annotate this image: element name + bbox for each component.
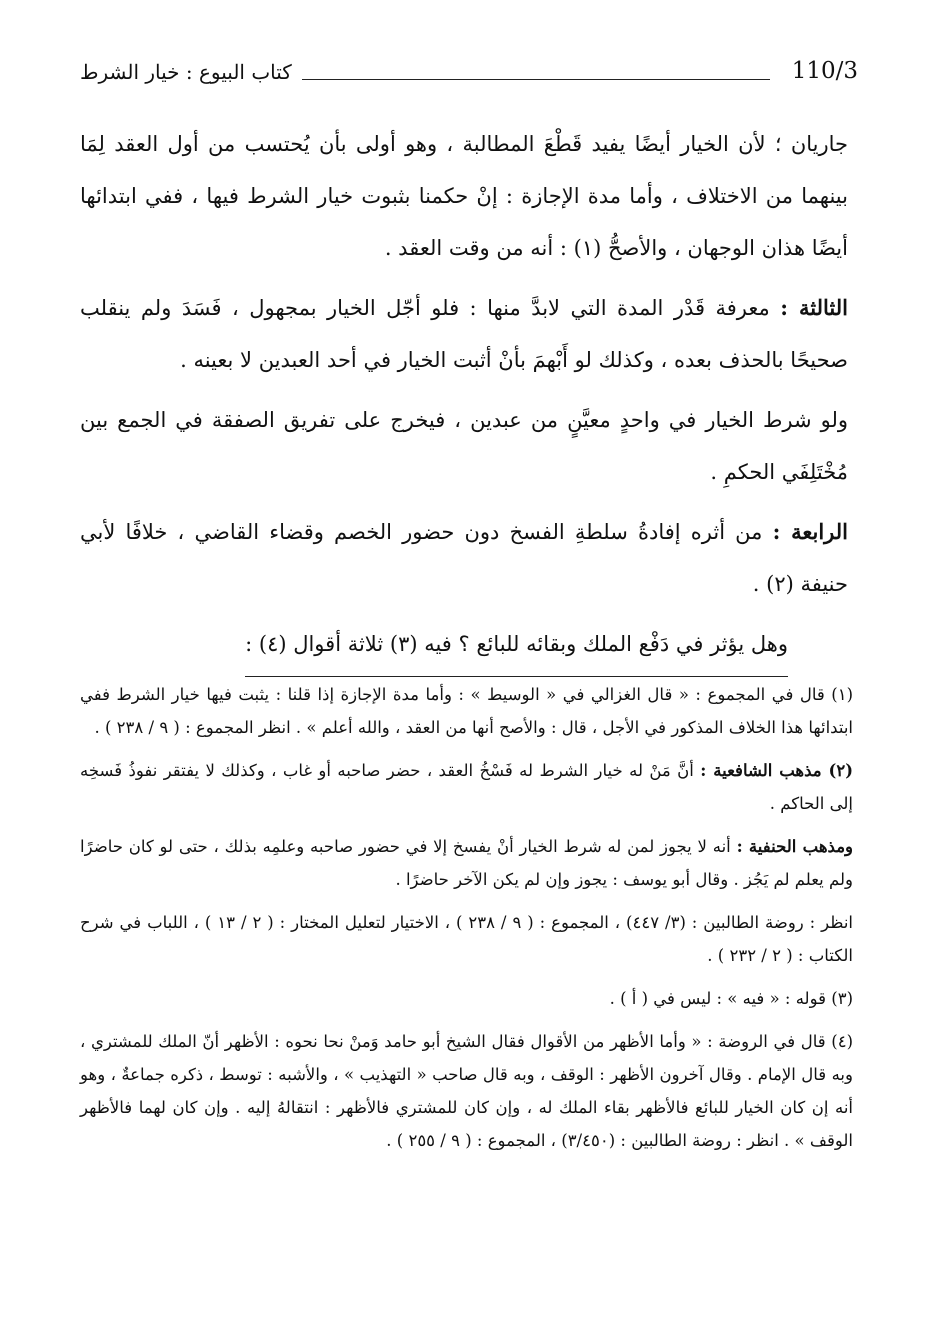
paragraph (80, 394, 848, 498)
page-number: 110/3 (791, 58, 858, 84)
footnote-text: (٤) قال في الروضة : « وأما الأظهر من الأقوال فقال الشيخ أبو حامد وَمنْ نحا نحوه : الأظهر أنّ الملك للمشتري ، وبه قال الإمام . وقال آخرون الأظهر : الوقف ، وبه قال صاحب « التهذيب » ، والأشبه : توسط ، ذكره جماعةٌ ، وهو أنه إن كان الخيار للبائع فالأظهر بقاء الملك له ، وإن كان للمشتري فالأظهر : انتقالهُ إليه . وإن كان لهما فالأظهر الوقف » . انظر : روضة الطالبين : (٣/٤٥٠) ، المجموع : ( ٩ / ٢٥٥ ) . (80, 1032, 853, 1150)
section-lead: الرابعة : (772, 519, 848, 544)
footnote-text: (١) قال في المجموع : « قال الغزالي في « الوسيط » : وأما مدة الإجازة إذا قلنا : يثبت فيها خيار الشرط ففي ابتدائها هذا الخلاف المذكور في الأجل ، قال : والأصح أنها من العقد ، والله أعلم » . انظر المجموع : ( ٩ / ٢٣٨ ) . (80, 685, 853, 737)
footnote-text: انظر : روضة الطالبين : (٣/ ٤٤٧) ، المجموع : ( ٩ / ٢٣٨ ) ، الاختيار لتعليل المختار : ( ٢ / ١٣ ) ، اللباب في شرح الكتاب : ( ٢ / ٢٣٢ ) . (80, 913, 853, 965)
footnote-text: أنه لا يجوز لمن له شرط الخيار أنْ يفسخ إلا في حضور صاحبه وعلمِه بذلك ، حتى لو كان حاضرًا ولم يعلم لم يَجُز . وقال أبو يوسف : يجوز وإن لم يكن الآخر حاضرًا . (80, 837, 853, 889)
footnote-text: (٣) قوله : « فيه » : ليس في ( أ ) . (609, 989, 853, 1008)
footnote (80, 830, 853, 896)
footnote-lead: ومذهب الحنفية : (736, 837, 854, 856)
paragraph (80, 506, 848, 610)
footnote (80, 982, 853, 1015)
paragraph-text: معرفة قَدْر المدة التي لابدَّ منها : فلو أجّل الخيار بمجهول ، فَسَدَ ولم ينقلب صحيحًا بالحذف بعده ، وكذلك لو أَبْهمَ بأنْ أثبت الخيار في أحد العبدين لا بعينه . (80, 296, 848, 372)
header-rule (302, 79, 770, 80)
footnote (80, 1025, 853, 1157)
footnote-lead: (٢) مذهب الشافعية : (700, 761, 853, 780)
paragraph-text: جاريان ؛ لأن الخيار أيضًا يفيد قَطْعَ المطالبة ، وهو أولى بأن يُحتسب من أول العقد لِمَا بينهما من الاختلاف ، وأما مدة الإجازة : إنْ حكمنا بثبوت خيار الشرط فيها ، ففي ابتدائها أيضًا هذان الوجهان ، والأصحُّ (١) : أنه من وقت العقد . (80, 132, 848, 260)
paragraph (80, 282, 848, 386)
page-header (80, 52, 858, 92)
paragraph (80, 118, 848, 274)
question-line: وهل يؤثر في دَفْع الملك وبقائه للبائع ؟ فيه (٣) ثلاثة أقوال (٤) : (245, 618, 788, 677)
footnote-text: أنَّ مَنْ له خيار الشرط له فَسْخُ العقد ، حضر صاحبه أو غاب ، وكذلك لا يفتقر نفوذُ فَسخِه إلى الحاكم . (80, 761, 853, 813)
footnote (80, 906, 853, 972)
paragraph-text: ولو شرط الخيار في واحدٍ معيَّنٍ من عبدين ، فيخرج على تفريق الصفقة في الجمع بين مُخْتَلِفَي الحكمِ . (80, 408, 848, 484)
footnote (80, 754, 853, 820)
paragraph (80, 618, 848, 677)
paragraph-text: من أثره إفادةُ سلطةِ الفسخ دون حضور الخصم وقضاء القاضي ، خلافًا لأبي حنيفة (٢) . (80, 520, 848, 596)
footnote (80, 678, 853, 744)
running-title: كتاب البيوع : خيار الشرط (80, 60, 292, 84)
section-lead: الثالثة : (780, 295, 848, 320)
footnotes (80, 678, 853, 1167)
main-text (80, 118, 848, 685)
